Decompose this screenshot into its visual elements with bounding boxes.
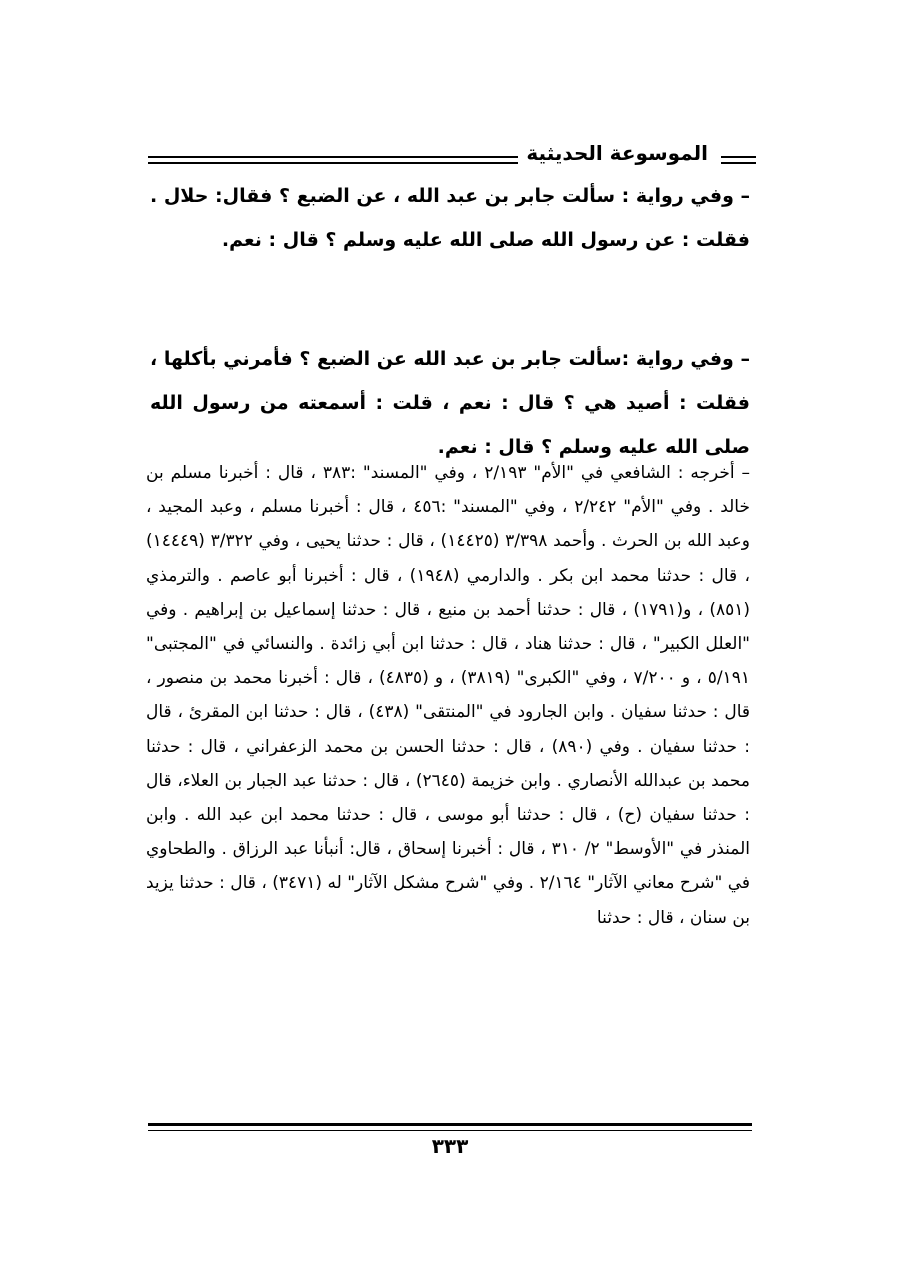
running-header (148, 138, 756, 174)
takhrij-paragraph: – أخرجه : الشافعي في "الأم" ٢/١٩٣ ، وفي "المسند" :٣٨٣ ، قال : أخبرنا مسلم بن خالد . وفي "الأم" ٢/٢٤٢ ، وفي "المسند" :٤٥٦ ، قال : أخبرنا مسلم ، وعبد المجيد ، وعبد الله بن الحرث . وأحمد ٣/٣٩٨ (١٤٤٢٥) ، قال : حدثنا يحيى ، وفي ٣/٣٢٢ (١٤٤٤٩) ، قال : حدثنا محمد ابن بكر . والدارمي (١٩٤٨) ، قال : أخبرنا أبو عاصم . والترمذي (٨٥١) ، و(١٧٩١) ، قال : حدثنا أحمد بن منيع ، قال : حدثنا إسماعيل بن إبراهيم . وفي "العلل الكبير" ، قال : حدثنا هناد ، قال : حدثنا ابن أبي زائدة . والنسائي في "المجتبى" ٥/١٩١ ، و ٧/٢٠٠ ، وفي "الكبرى" (٣٨١٩) ، و (٤٨٣٥) ، قال : أخبرنا محمد بن منصور ، قال : حدثنا سفيان . وابن الجارود في "المنتقى" (٤٣٨) ، قال : حدثنا ابن المقرئ ، قال : حدثنا سفيان . وفي (٨٩٠) ، قال : حدثنا الحسن بن محمد الزعفراني ، قال : حدثنا محمد بن عبدالله الأنصاري . وابن خزيمة (٢٦٤٥) ، قال : حدثنا عبد الجبار بن العلاء، قال : حدثنا سفيان (ح) ، قال : حدثنا أبو موسى ، قال : حدثنا محمد ابن عبد الله . وابن المنذر في "الأوسط" ٢/ ٣١٠ ، قال : أخبرنا إسحاق ، قال: أنبأنا عبد الرزاق . والطحاوي في "شرح معاني الآثار" ٢/١٦٤ . وفي "شرح مشكل الآثار" له (٣٤٧١) ، قال : حدثنا يزيد بن سنان ، قال : حدثنا (146, 463, 751, 928)
hadith-variant-2: – وفي رواية :سألت جابر بن عبد الله عن الضبع ؟ فأمرني بأكلها ، فقلت : أصيد هي ؟ قال : نعم ، قلت : أسمعته من رسول الله صلى الله عليه وسلم ؟ قال : نعم. (150, 348, 750, 458)
header-rule-short (721, 156, 756, 164)
page-number: ٣٣٣ (431, 1134, 469, 1158)
header-rule-long (148, 156, 518, 164)
header-title: الموسوعة الحديثية (526, 141, 708, 165)
hadith-variant-1: – وفي رواية : سألت جابر بن عبد الله ، عن الضبع ؟ فقال: حلال . فقلت : عن رسول الله صلى الله عليه وسلم ؟ قال : نعم. (149, 185, 750, 251)
footer-rule (148, 1123, 752, 1131)
